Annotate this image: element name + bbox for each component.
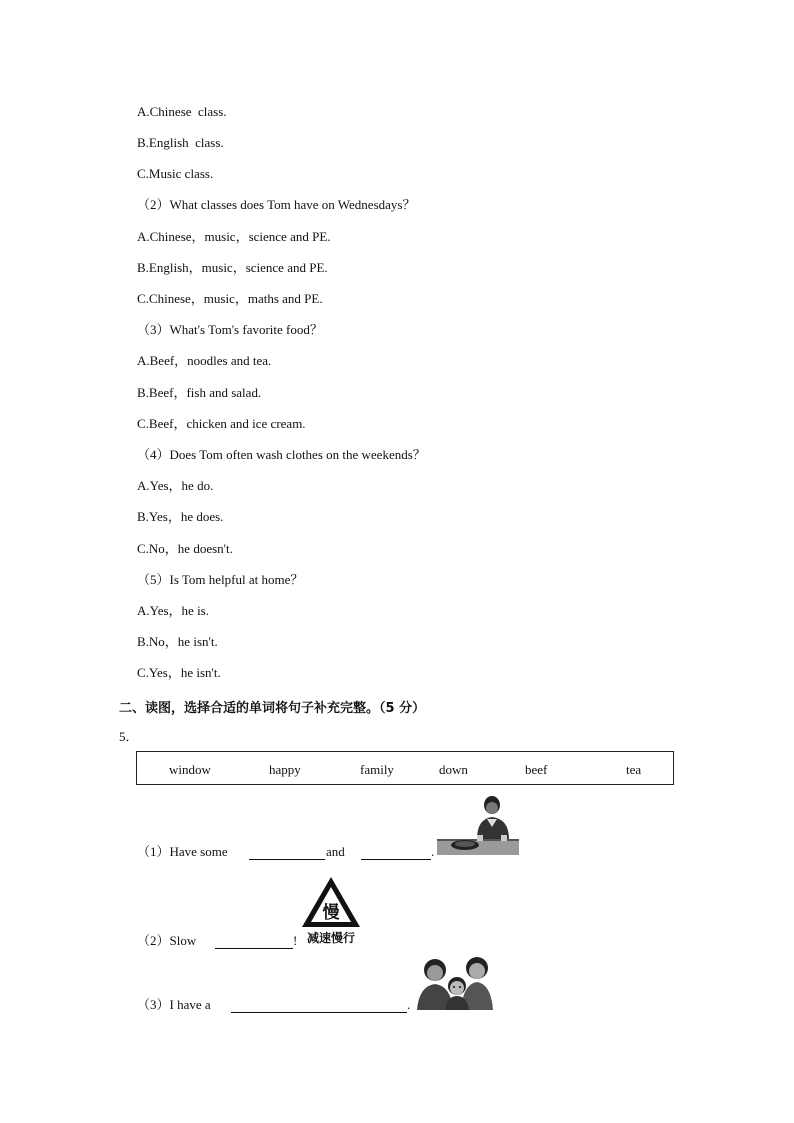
- q5-option-a: A.Yes，he is.: [137, 603, 209, 618]
- item3-prefix: （3）I have a: [137, 997, 211, 1012]
- q5-option-b: B.No，he isn't.: [137, 634, 218, 649]
- q4-option-a: A.Yes，he do.: [137, 478, 214, 493]
- q1-option-c: C.Music class.: [137, 166, 214, 181]
- q3-stem: （3）What's Tom's favorite food？: [137, 322, 323, 337]
- item1-blank1[interactable]: [249, 845, 325, 860]
- item1-blank2[interactable]: [361, 845, 431, 860]
- item1-prefix: （1）Have some: [137, 844, 228, 859]
- word-bank-item: down: [439, 762, 468, 777]
- sign-character: 慢: [322, 903, 340, 923]
- word-bank-item: window: [169, 762, 211, 777]
- q2-option-b: B.English，music，science and PE.: [137, 260, 328, 275]
- slow-down-sign-image: [300, 875, 362, 947]
- q2-option-a: A.Chinese，music，science and PE.: [137, 229, 331, 244]
- q2-option-c: C.Chinese，music，maths and PE.: [137, 291, 323, 306]
- item2-end: !: [293, 933, 298, 948]
- person-eating-image: [437, 795, 519, 857]
- item3-end: .: [407, 997, 411, 1012]
- q2-stem: （2）What classes does Tom have on Wednesdays？: [137, 197, 416, 212]
- word-bank-item: tea: [626, 762, 642, 777]
- item3-blank[interactable]: [231, 998, 407, 1013]
- q3-option-a: A.Beef，noodles and tea.: [137, 353, 272, 368]
- sign-caption: 减速慢行: [306, 931, 356, 945]
- q1-option-b: B.English class.: [137, 135, 224, 150]
- item1-middle: and: [326, 844, 345, 859]
- q3-option-c: C.Beef，chicken and ice cream.: [137, 416, 306, 431]
- q5-option-c: C.Yes，he isn't.: [137, 665, 221, 680]
- q3-option-b: B.Beef，fish and salad.: [137, 385, 262, 400]
- word-bank-item: happy: [269, 762, 301, 777]
- item1-end: .: [431, 844, 435, 859]
- q4-stem: （4）Does Tom often wash clothes on the weekends？: [137, 447, 426, 462]
- q4-option-c: C.No，he doesn't.: [137, 541, 233, 556]
- word-bank: [136, 751, 674, 785]
- item2-prefix: （2）Slow: [137, 933, 197, 948]
- word-bank-item: family: [360, 762, 394, 777]
- q1-option-a: A.Chinese class.: [137, 104, 227, 119]
- q5-stem: （5）Is Tom helpful at home？: [137, 572, 304, 587]
- item2-blank[interactable]: [215, 934, 293, 949]
- q4-option-b: B.Yes，he does.: [137, 509, 224, 524]
- question-number: 5．: [119, 729, 139, 744]
- section-title: 二、读图，选择合适的单词将句子补充完整。（5 分）: [119, 701, 426, 716]
- family-image: [411, 956, 495, 1010]
- word-bank-item: beef: [525, 762, 548, 777]
